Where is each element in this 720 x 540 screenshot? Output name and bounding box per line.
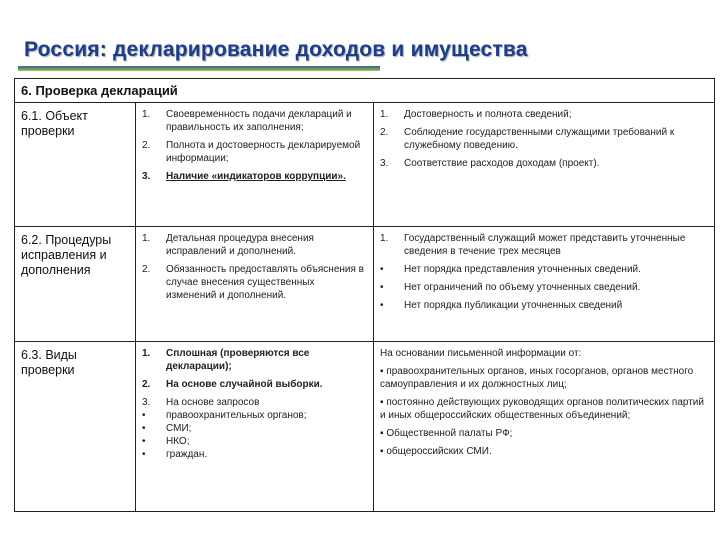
item-text: Наличие «индикаторов коррупции». <box>166 171 346 182</box>
paragraph: ▪ правоохранительных органов, иных госорганов, органов местного самоуправления и их должностных лиц; <box>380 366 694 390</box>
item-text: Нет ограничений по объему уточненных сведений. <box>404 282 641 293</box>
bullet: • <box>142 410 146 421</box>
right-cell <box>374 103 715 227</box>
list-item <box>136 347 373 373</box>
list-item <box>136 232 373 258</box>
item-number: 1. <box>142 348 151 359</box>
list-item <box>136 448 373 461</box>
bullet: • <box>380 264 384 275</box>
item-text: На основе запросов <box>166 397 260 408</box>
item-number: 2. <box>142 264 151 275</box>
list-item <box>374 263 714 276</box>
bullet: • <box>142 436 146 447</box>
item-number: 2. <box>142 140 151 151</box>
left-cell <box>136 227 374 342</box>
item-number: 1. <box>380 109 389 120</box>
item-number: 1. <box>380 233 389 244</box>
list-item <box>136 139 373 165</box>
title-underline <box>18 66 380 71</box>
table-row <box>15 103 715 227</box>
item-text: граждан. <box>166 449 208 460</box>
list-item <box>136 396 373 409</box>
list-item <box>136 170 373 183</box>
right-cell <box>374 227 715 342</box>
item-text: Полнота и достоверность декларируемой информации; <box>166 140 361 164</box>
row-label: 6.2. Процедуры исправления и дополнения <box>15 227 136 342</box>
item-text: Детальная процедура внесения исправлений и дополнений. <box>166 233 314 257</box>
item-text: Соблюдение государственными служащими требований к служебному поведению. <box>404 127 675 151</box>
list-item <box>136 108 373 134</box>
list-item <box>374 232 714 258</box>
right-cell <box>374 342 715 512</box>
paragraph: ▪ общероссийских СМИ. <box>380 446 492 457</box>
bullet: • <box>380 300 384 311</box>
list-item <box>136 378 373 391</box>
item-text: Нет порядка публикации уточненных сведений <box>404 300 623 311</box>
list-item <box>374 108 714 121</box>
item-text: Достоверность и полнота сведений; <box>404 109 572 120</box>
list-item <box>374 281 714 294</box>
item-text: На основе случайной выборки. <box>166 379 323 390</box>
item-text: НКО; <box>166 436 190 447</box>
paragraph: На основании письменной информации от: <box>380 348 582 359</box>
item-number: 3. <box>380 158 389 169</box>
item-text: Своевременность подачи деклараций и правильность их заполнения; <box>166 109 352 133</box>
item-number: 1. <box>142 109 151 120</box>
item-text: Сплошная (проверяются все декларации); <box>166 348 310 372</box>
list-item <box>136 435 373 448</box>
bullet: • <box>380 282 384 293</box>
list-item <box>136 263 373 302</box>
bullet: • <box>142 423 146 434</box>
left-cell <box>136 342 374 512</box>
list-item <box>374 299 714 312</box>
item-text: Государственный служащий может представить уточненные сведения в течение трех месяцев <box>404 233 686 257</box>
list-item <box>374 126 714 152</box>
list-item <box>136 422 373 435</box>
bullet: • <box>142 449 146 460</box>
item-text: СМИ; <box>166 423 192 434</box>
paragraph: ▪ Общественной палаты РФ; <box>380 428 513 439</box>
table-row <box>15 342 715 512</box>
list-item <box>374 157 714 170</box>
row-label: 6.3. Виды проверки <box>15 342 136 512</box>
item-text: Нет порядка представления уточненных сведений. <box>404 264 641 275</box>
slide-title: Россия: декларирование доходов и имущества <box>24 38 528 61</box>
item-number: 3. <box>142 171 151 182</box>
item-text: правоохранительных органов; <box>166 410 307 421</box>
section-header: 6. Проверка деклараций <box>15 79 715 103</box>
left-cell <box>136 103 374 227</box>
row-label: 6.1. Объект проверки <box>15 103 136 227</box>
item-number: 3. <box>142 397 151 408</box>
list-item <box>136 409 373 422</box>
item-number: 2. <box>142 379 151 390</box>
paragraph: ▪ постоянно действующих руководящих органов политических партий и иных общероссийских общественных объединений; <box>380 397 704 421</box>
table-row <box>15 227 715 342</box>
item-text: Обязанность предоставлять объяснения в случае внесения существенных изменений и дополнений. <box>166 264 364 301</box>
item-text: Соответствие расходов доходам (проект). <box>404 158 600 169</box>
item-number: 2. <box>380 127 389 138</box>
item-number: 1. <box>142 233 151 244</box>
verification-table <box>14 78 715 512</box>
